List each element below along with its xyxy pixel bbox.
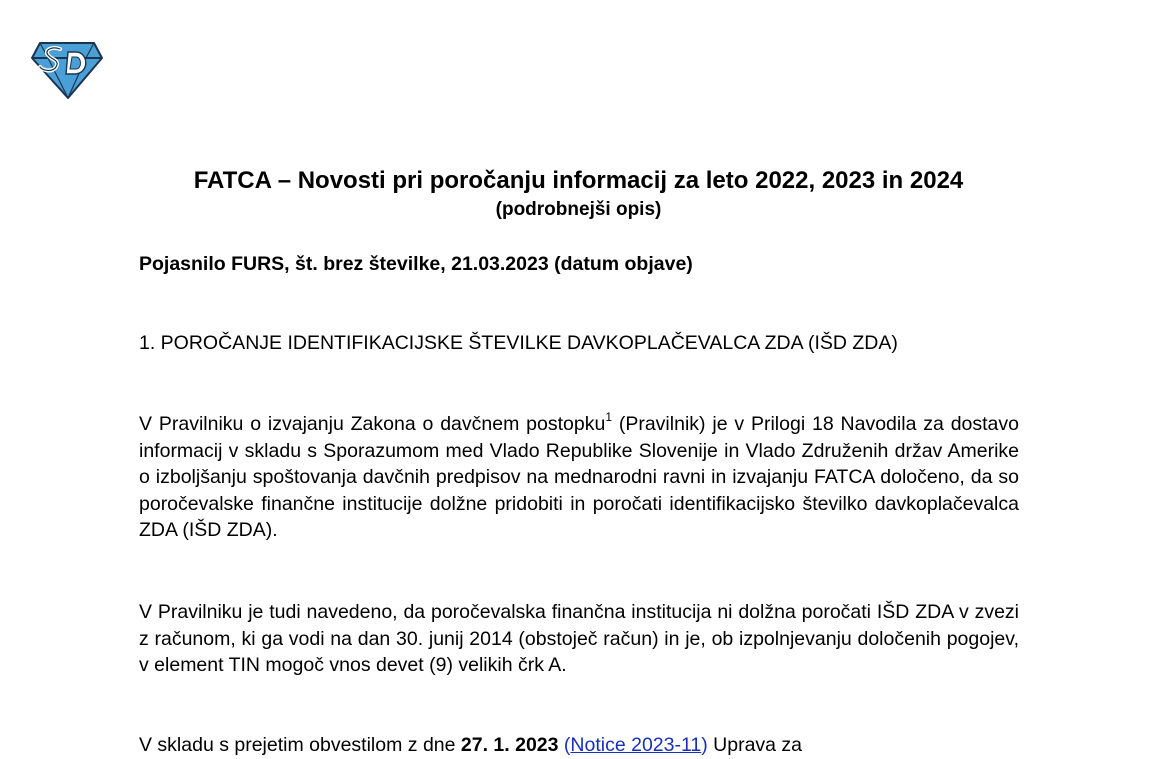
publication-meta: Pojasnilo FURS, št. brez številke, 21.03.2023 (datum objave) xyxy=(139,253,693,275)
paragraph-1-text-start: V Pravilniku o izvajanju Zakona o davčnem postopku xyxy=(139,413,606,435)
footnote-reference[interactable]: 1 xyxy=(605,410,612,424)
notice-link[interactable]: Notice 2023-11 xyxy=(570,734,702,756)
document-title: FATCA – Novosti pri poročanju informacij za leto 2022, 2023 in 2024 xyxy=(193,167,964,194)
paren-close: ) xyxy=(701,734,708,756)
notice-date: 27. 1. 2023 xyxy=(460,734,559,756)
paragraph-2: V Pravilniku je tudi navedeno, da poročevalska finančna institucija ni dolžna poročati IŠD ZDA v zvezi z računom, ki ga vodi na dan 30. junij 2014 (obstoječ račun) in je, ob izpolnjevanju določenih pogojev, v element TIN mogoč vnos devet (9) velikih črk A. xyxy=(139,601,1019,676)
document-subtitle: (podrobnejši opis) xyxy=(495,199,662,220)
paragraph-3-end: Uprava za xyxy=(707,734,803,756)
section-heading: 1. POROČANJE IDENTIFIKACIJSKE ŠTEVILKE DAVKOPLAČEVALCA ZDA (IŠD ZDA) xyxy=(139,332,898,354)
paragraph-1 xyxy=(139,411,1019,544)
paragraph-3-start: V skladu s prejetim obvestilom z dne xyxy=(139,734,461,756)
paragraph-1-text-end: (Pravilnik) je v Prilogi 18 Navodila za dostavo informacij v skladu s Sporazumom med Vlado Republike Slovenije in Vlado Združenih držav Amerike o izboljšanju spoštovanja davčnih predpisov na mednarodni ravni in izvajanju FATCA določeno, da so poročevalske finančne institucije dolžne pridobiti in poročati identifikacijsko številko davkoplačevalca ZDA (IŠD ZDA). xyxy=(139,413,1019,541)
paren-open: ( xyxy=(558,734,571,756)
sd-diamond-logo-icon xyxy=(30,40,104,100)
paragraph-3 xyxy=(139,732,1019,759)
